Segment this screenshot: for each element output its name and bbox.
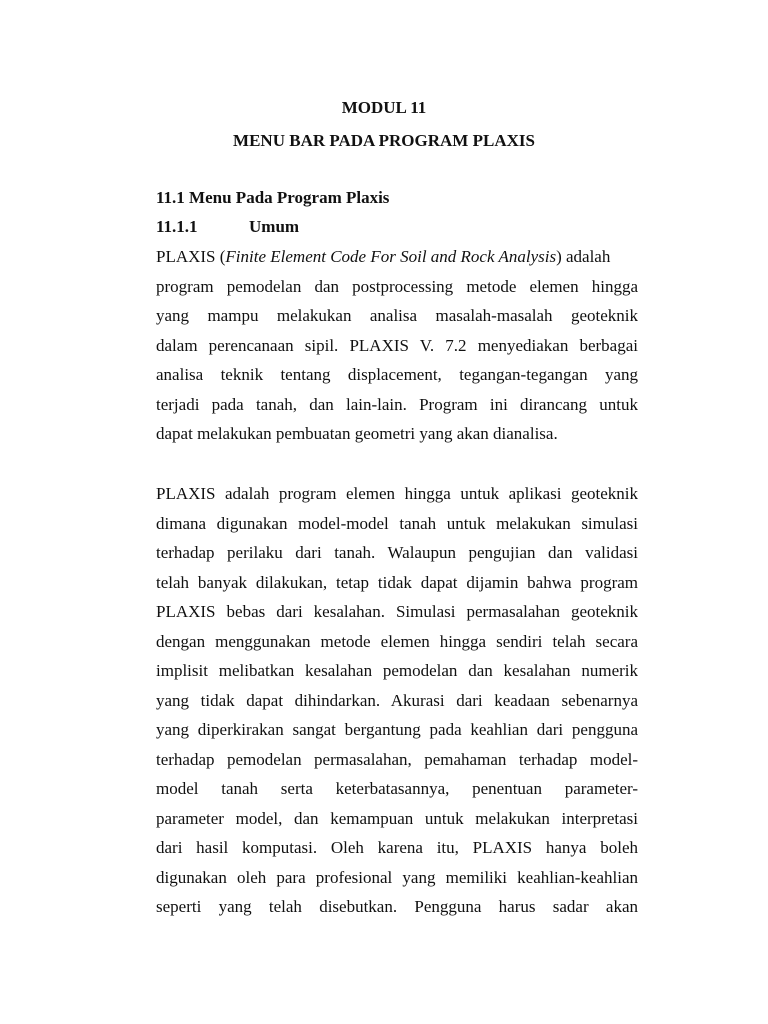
paragraph-line: yang diperkirakan sangat bergantung pada keahlian dari pengguna bbox=[156, 720, 638, 739]
paragraph-line: model tanah serta keterbatasannya, penentuan parameter- bbox=[156, 779, 638, 798]
paragraph-line: analisa teknik tentang displacement, tegangan-tegangan yang bbox=[156, 365, 638, 384]
subsection-heading bbox=[156, 213, 299, 240]
module-title: MODUL 11 bbox=[341, 98, 427, 117]
paragraph-line: seperti yang telah disebutkan. Pengguna harus sadar akan bbox=[156, 897, 638, 916]
paragraph-line: program pemodelan dan postprocessing metode elemen hingga bbox=[156, 276, 638, 296]
paragraph-line: terjadi pada tanah, dan lain-lain. Program ini dirancang untuk bbox=[156, 394, 638, 414]
paragraph-2 bbox=[156, 479, 638, 922]
paragraph-line: yang tidak dapat dihindarkan. Akurasi dari keadaan sebenarnya bbox=[156, 690, 638, 710]
module-subtitle: MENU BAR PADA PROGRAM PLAXIS bbox=[233, 131, 535, 150]
subsection-number: 11.1.1 bbox=[156, 217, 198, 236]
paragraph-line: dalam perencanaan sipil. PLAXIS V. 7.2 menyediakan berbagai bbox=[156, 335, 638, 355]
section-heading: 11.1 Menu Pada Program Plaxis bbox=[156, 188, 390, 207]
paragraph-line: terhadap pemodelan permasalahan, pemahaman terhadap model- bbox=[156, 749, 638, 769]
paragraph-line: dimana digunakan model-model tanah untuk melakukan simulasi bbox=[156, 513, 638, 533]
paragraph-line: dapat melakukan pembuatan geometri yang akan dianalisa. bbox=[156, 424, 558, 443]
subsection-title: Umum bbox=[249, 217, 300, 236]
paragraph-line: dengan menggunakan metode elemen hingga sendiri telah secara bbox=[156, 631, 638, 651]
paragraph-line: terhadap perilaku dari tanah. Walaupun pengujian dan validasi bbox=[156, 543, 638, 562]
paragraph-1 bbox=[156, 242, 638, 449]
paragraph-line bbox=[156, 242, 638, 272]
italic-title: Finite Element Code For Soil and Rock Analysis bbox=[225, 247, 557, 266]
paragraph-line: digunakan oleh para profesional yang memiliki keahlian-keahlian bbox=[156, 867, 638, 887]
paragraph-line: PLAXIS adalah program elemen hingga untuk aplikasi geoteknik bbox=[156, 484, 638, 503]
paragraph-line: telah banyak dilakukan, tetap tidak dapat dijamin bahwa program bbox=[156, 572, 638, 592]
paragraph-line: yang mampu melakukan analisa masalah-masalah geoteknik bbox=[156, 306, 638, 325]
paragraph-line: PLAXIS bebas dari kesalahan. Simulasi permasalahan geoteknik bbox=[156, 602, 638, 621]
paragraph-line: implisit melibatkan kesalahan pemodelan dan kesalahan numerik bbox=[156, 661, 638, 680]
paragraph-line: dari hasil komputasi. Oleh karena itu, PLAXIS hanya boleh bbox=[156, 838, 638, 857]
paragraph-line: parameter model, dan kemampuan untuk melakukan interpretasi bbox=[156, 808, 638, 828]
line-text: PLAXIS (Finite Element Code For Soil and Rock Analysis) adalah bbox=[156, 247, 611, 266]
